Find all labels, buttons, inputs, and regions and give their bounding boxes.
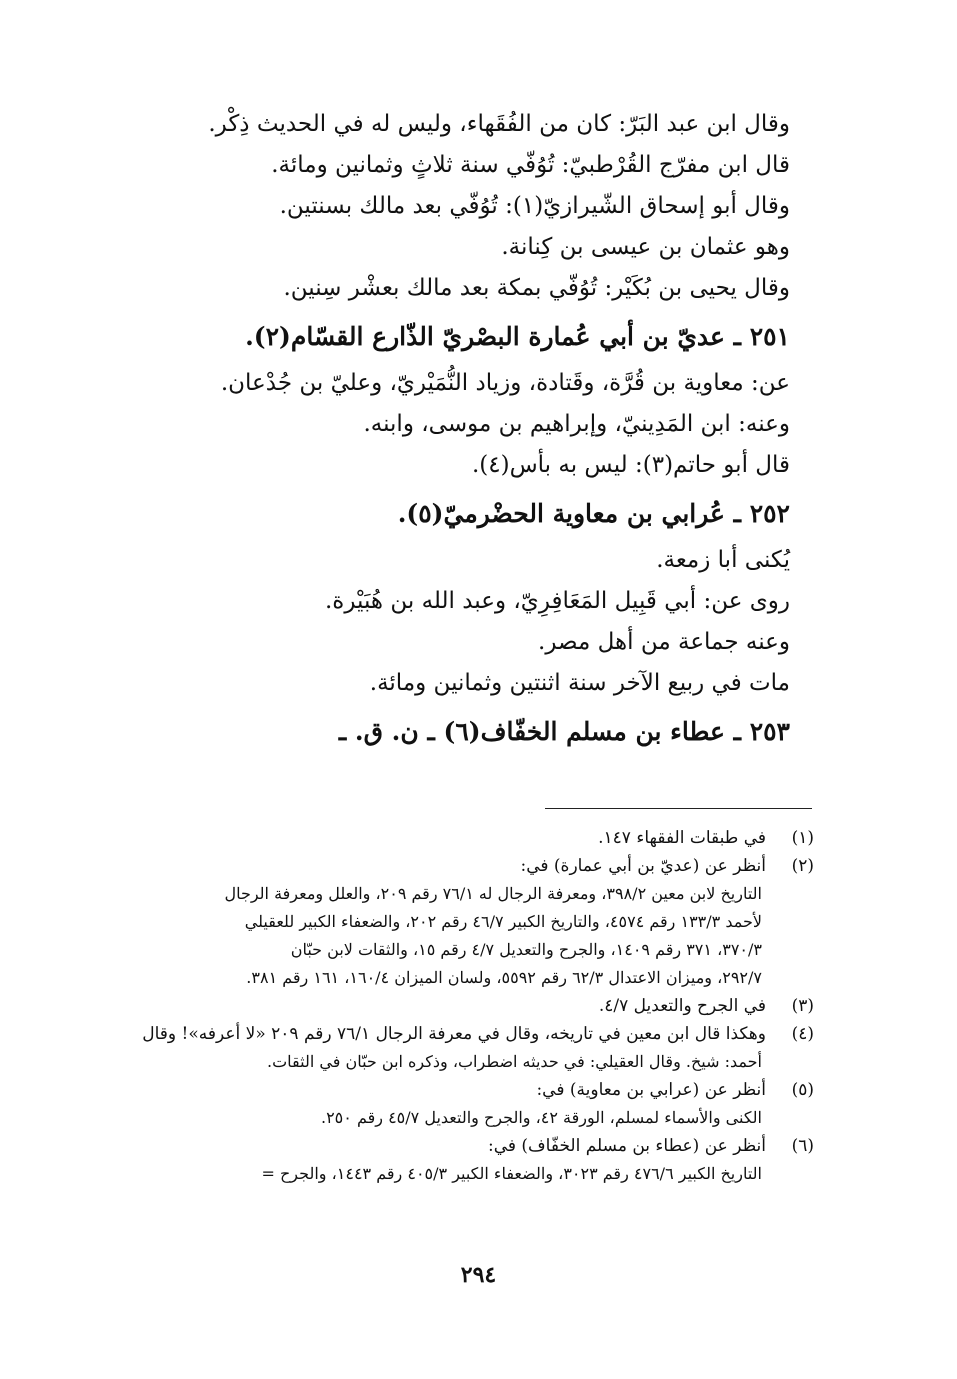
footnote-2 — [108, 852, 814, 880]
footnote-text: أنظر عن (عطاء بن مسلم الخفّاف) في: — [487, 1136, 766, 1156]
footnote-number: (٤) — [791, 1024, 814, 1044]
footnote-continuation: ٣٧٠/٣، ٣٧١ رقم ١٤٠٩، والجرح والتعديل ٤/٧ رقم ١٥، والثقات لابن حبّان — [290, 940, 762, 959]
footnote-text: في طبقات الفقهاء ١٤٧. — [598, 828, 766, 848]
text-line: وهو عثمان بن عيسى بن كِنانة. — [501, 234, 790, 260]
text-line: قال أبو حاتم(٣): ليس به بأس(٤). — [471, 452, 790, 478]
text-line: روى عن: أبي قَبِيل المَعَافِرِيّ، وعبد الله بن هُبَيْرة. — [324, 588, 790, 614]
footnote-number: (١) — [791, 828, 814, 848]
footnote-1 — [108, 824, 814, 852]
text-line: عن: معاوية بن قُرَّة، وقَتادة، وزياد النُّمَيْريّ، وعليّ بن جُدْعان. — [220, 370, 790, 396]
text-line: يُكنى أبا زمعة. — [656, 547, 790, 573]
footnote-3 — [108, 992, 814, 1020]
text-line: وقال ابن عبد البَرّ: كان من الفُقَهاء، وليس له في الحديث ذِكْر. — [208, 111, 790, 137]
footnote-continuation: الكنى والأسماء لمسلم، الورقة ٤٢، والجرح والتعديل ٤٥/٧ رقم ٢٥٠. — [320, 1108, 762, 1127]
text-line: وعنه جماعة من أهل مصر. — [538, 629, 790, 655]
entry-heading-251: ٢٥١ ـ عديّ بن أبي عُمارة البصْريّ الذّارع القسّام(٢). — [245, 322, 790, 351]
footnote-5 — [108, 1076, 814, 1104]
footnote-4 — [108, 1020, 814, 1048]
footnote-text: أنظر عن (عديّ بن أبي عمارة) في: — [520, 856, 766, 876]
text-line: وقال أبو إسحاق الشّيرازيّ(١): تُوُفّي بعد مالك بسنتين. — [279, 193, 790, 219]
text-line: قال ابن مفرّج القُرْطبيّ: تُوُفّي سنة ثلاثٍ وثمانين ومائة. — [271, 152, 790, 178]
text-line: وقال يحيى بن بُكَيْر: تُوُفّي بمكة بعد مالك بعشْر سِنين. — [283, 275, 790, 301]
footnote-continuation: لأحمد ١٣٣/٣ رقم ٤٥٧٤، والتاريخ الكبير ٤٦/٧ رقم ٢٠٢، والضعفاء الكبير للعقيلي — [244, 912, 762, 931]
page-number: ٢٩٤ — [460, 1262, 497, 1288]
main-text — [150, 104, 790, 758]
footnote-number: (٥) — [791, 1080, 814, 1100]
text-line: وعنه: ابن المَدِينيّ، وإبراهيم بن موسى، وابنه. — [363, 411, 790, 437]
entry-heading-253: ٢٥٣ ـ عطاء بن مسلم الخفّاف(٦) ـ ن. ق. ـ — [338, 717, 790, 746]
footnote-continuation: التاريخ الكبير ٤٧٦/٦ رقم ٣٠٢٣، والضعفاء الكبير ٤٠٥/٣ رقم ١٤٤٣، والجرح = — [261, 1164, 762, 1183]
footnote-number: (٦) — [791, 1136, 814, 1156]
footnote-text: وهكذا قال ابن معين في تاريخه، وقال في معرفة الرجال ٧٦/١ رقم ٢٠٩ «لا أعرفه»! وقال — [142, 1024, 766, 1044]
footnote-6 — [108, 1132, 814, 1160]
footnote-continuation: التاريخ لابن معين ٣٩٨/٢، ومعرفة الرجال له ٧٦/١ رقم ٢٠٩، والعلل ومعرفة الرجال — [224, 884, 762, 903]
footnote-continuation: أحمد: شيخ. وقال العقيلي: في حديثه اضطراب، وذكره ابن حبّان في الثقات. — [267, 1052, 762, 1071]
footnotes — [108, 824, 814, 1188]
text-line: مات في ربيع الآخر سنة اثنتين وثمانين ومائة. — [369, 670, 790, 696]
footnote-text: في الجرح والتعديل ٤/٧. — [598, 996, 766, 1016]
footnote-text: أنظر عن (عرابي بن معاوية) في: — [536, 1080, 766, 1100]
footnote-number: (٣) — [791, 996, 814, 1016]
footnote-separator — [545, 808, 812, 809]
footnote-number: (٢) — [791, 856, 814, 876]
entry-heading-252: ٢٥٢ ـ عُرابي بن معاوية الحضْرميّ(٥). — [397, 499, 790, 528]
footnote-continuation: ٢٩٢/٧، وميزان الاعتدال ٦٢/٣ رقم ٥٥٩٢، ولسان الميزان ١٦٠/٤، ١٦١ رقم ٣٨١. — [246, 968, 762, 987]
